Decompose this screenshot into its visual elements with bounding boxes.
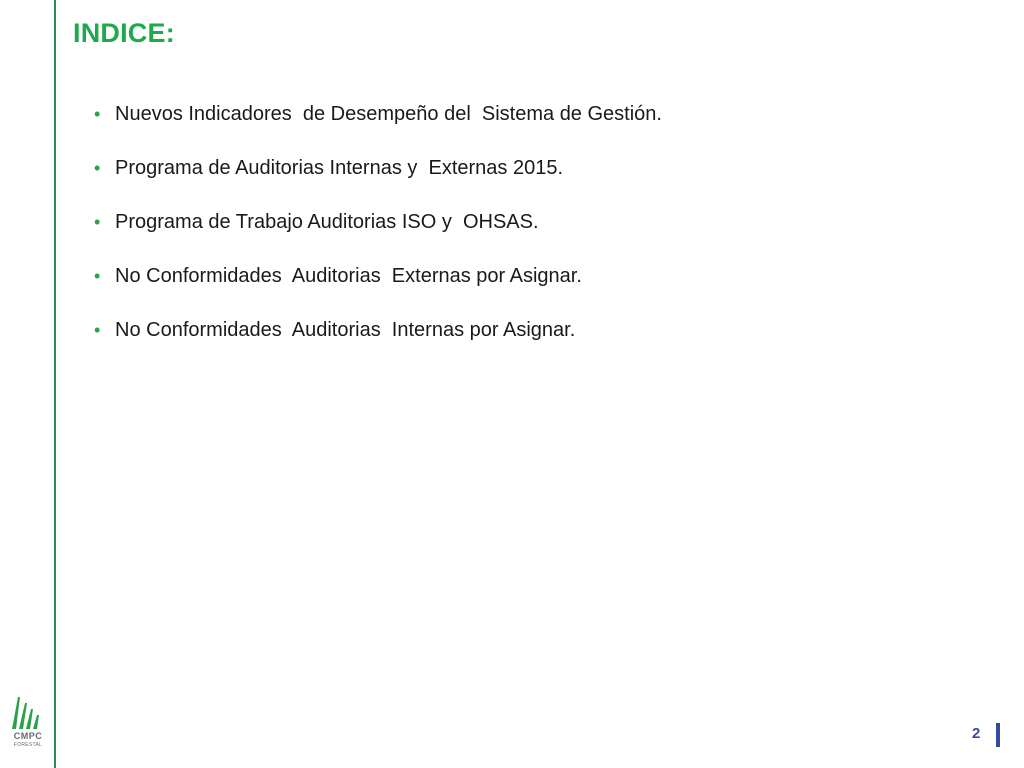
page-number-bar	[996, 723, 1000, 747]
bullet-marker: •	[94, 266, 101, 286]
slide-title: INDICE:	[73, 18, 175, 48]
bullet-item	[94, 100, 974, 154]
bullet-marker: •	[94, 320, 101, 340]
bullet-marker: •	[94, 158, 101, 178]
page-number: 2	[972, 725, 981, 742]
logo-name: CMPC	[13, 731, 43, 741]
bullet-text: Programa de Trabajo Auditorias ISO y OHSAS.	[115, 211, 539, 233]
bullet-list	[94, 100, 974, 370]
bullet-text: No Conformidades Auditorias Externas por Asignar.	[115, 265, 582, 287]
bullet-text: No Conformidades Auditorias Internas por Asignar.	[115, 319, 576, 341]
bullet-item	[94, 154, 974, 208]
bullet-marker: •	[94, 212, 101, 232]
left-vertical-rule	[54, 0, 56, 768]
bullet-item	[94, 262, 974, 316]
logo-subtitle: FORESTAL	[13, 742, 43, 748]
bullet-text: Programa de Auditorias Internas y Externas 2015.	[115, 157, 564, 179]
bullet-item	[94, 208, 974, 262]
cmpc-logo	[8, 693, 48, 763]
bullet-text: Nuevos Indicadores de Desempeño del Sistema de Gestión.	[115, 103, 662, 125]
bullet-item	[94, 316, 974, 370]
bullet-marker: •	[94, 104, 101, 124]
cmpc-forest-logo-icon	[8, 693, 48, 731]
